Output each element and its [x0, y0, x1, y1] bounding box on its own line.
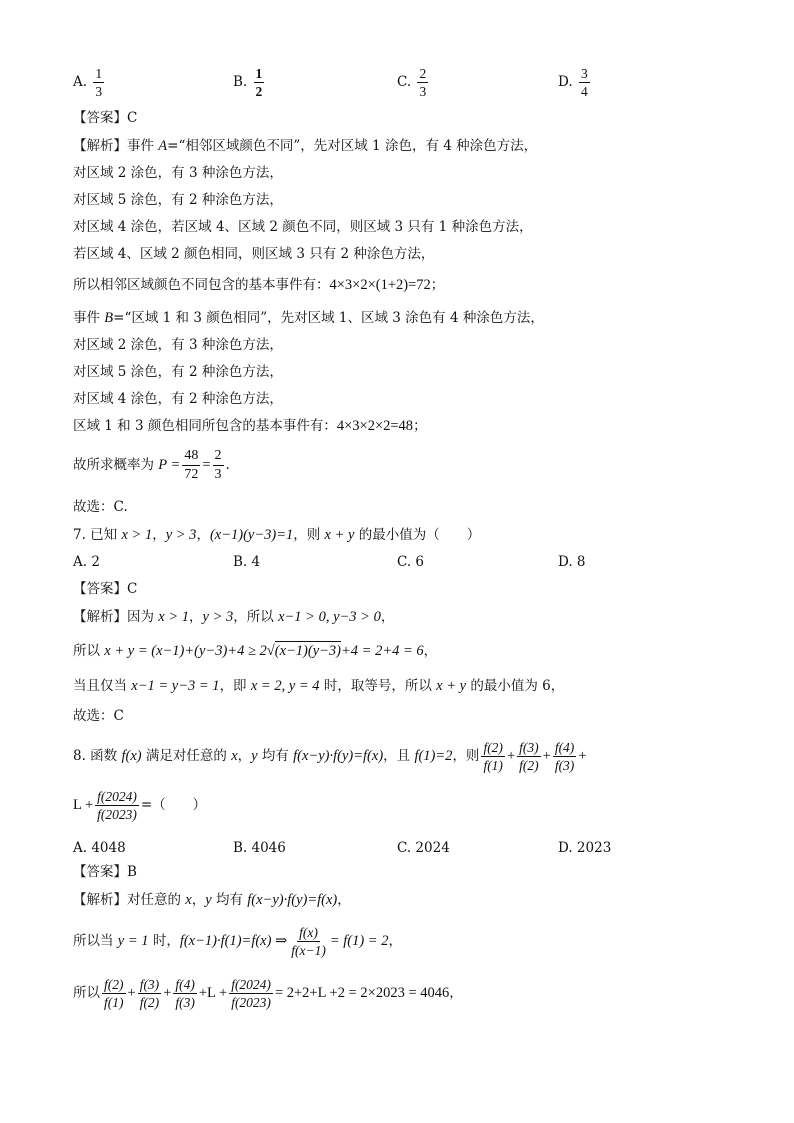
- q6-solution-line-1: 【解析】事件 A=“相邻区域颜色不同”，先对区域 1 涂色，有 4 种涂色方法，: [73, 138, 538, 154]
- q8-question-line-1: 8. 函数 f(x) 满足对任意的 x，y 均有 f(x−y)·f(y)=f(x)，且 f(1)=2，则 $\frac{f(2)}{f(1)}$ + $\frac{f(3)}{f(2)}$ + $\frac{f(4)}{f(3)}$ +: [73, 740, 587, 773]
- option-fraction: $\frac{1}{3}$: [95, 66, 103, 99]
- fraction: $\frac{f(3)}{f(2)}$: [139, 977, 160, 1010]
- q6-solution-line-6: 所以相邻区域颜色不同包含的基本事件有：4×3×2×(1+2)=72；: [73, 277, 445, 293]
- q6-option-b: [233, 66, 266, 99]
- q6-solution-line-2: 对区域 2 涂色，有 3 种涂色方法，: [73, 165, 283, 181]
- q6-solution-line-10: 对区域 4 涂色，有 2 种涂色方法，: [73, 391, 283, 407]
- q7-answer: 【答案】C: [73, 581, 138, 597]
- q6-option-a: [73, 66, 106, 99]
- fraction: $\frac{f(2)}{f(1)}$: [483, 740, 503, 773]
- q7-solution-line-3: 当且仅当 x−1 = y−3 = 1，即 x = 2, y = 4 时，取等号，所以 x + y 的最小值为 6，: [73, 678, 565, 694]
- q8-option-a: A. 4048: [73, 840, 126, 856]
- q6-solution-line-9: 对区域 5 涂色，有 2 种涂色方法，: [73, 364, 283, 380]
- q7-solution-line-1: 【解析】因为 x > 1，y > 3，所以 x−1 > 0, y−3 > 0，: [73, 609, 395, 625]
- option-fraction: $\frac{1}{2}$: [255, 66, 263, 99]
- q7-option-d: D. 8: [558, 554, 586, 570]
- q8-question-line-2: L + $\frac{f(2024)}{f(2023)}$ =（ ）: [73, 789, 207, 822]
- option-letter: D.: [558, 74, 573, 90]
- q7-choice: 故选：C: [73, 708, 124, 724]
- q6-solution-line-5: 若区域 4、区域 2 颜色相同，则区域 3 只有 2 种涂色方法，: [73, 246, 435, 262]
- q6-solution-line-11: 区域 1 和 3 颜色相同所包含的基本事件有：4×3×2×2=48；: [73, 418, 427, 434]
- q6-answer: 【答案】C: [73, 110, 138, 126]
- fraction: $\frac{f(4)}{f(3)}$: [554, 740, 575, 773]
- fraction: $\frac{f(4)}{f(3)}$: [175, 977, 195, 1010]
- q8-option-c: C. 2024: [397, 840, 450, 856]
- fraction: $\frac{f(2024)}{f(2023)}$: [231, 977, 271, 1010]
- q7-option-a: A. 2: [73, 554, 100, 570]
- q8-solution-line-3: 所以 $\frac{f(2)}{f(1)}$ + $\frac{f(3)}{f(2)}$ + $\frac{f(4)}{f(3)}$ +L + $\frac{f(2024)}{f(2023)}$ = 2+2+L +2 = 2×2023 = 4046，: [73, 977, 463, 1010]
- fraction: $\frac{f(2024)}{f(2023)}$: [97, 789, 137, 822]
- fraction: $\frac{f(2)}{f(1)}$: [104, 977, 124, 1010]
- fraction: $\frac{2}{3}$: [214, 448, 222, 482]
- q7-solution-line-2: 所以 x + y = (x−1)+(y−3)+4 ≥ 2√(x−1)(y−3)+4 = 2+4 = 6，: [73, 643, 438, 659]
- q6-option-d: [558, 66, 592, 99]
- q6-solution-line-7: 事件 B=“区域 1 和 3 颜色相同”，先对区域 1、区域 3 涂色有 4 种涂色方法，: [73, 310, 544, 326]
- fraction: $\frac{48}{72}$: [184, 448, 199, 482]
- fraction: $\frac{f(x)}{f(x-1)}$: [291, 925, 326, 958]
- q6-probability-line: 故所求概率为 P = $\frac{48}{72}$ = $\frac{2}{3}$ .: [73, 448, 230, 482]
- q8-option-b: B. 4046: [233, 840, 286, 856]
- q6-solution-line-3: 对区域 5 涂色，有 2 种涂色方法，: [73, 192, 283, 208]
- sqrt-symbol: √: [266, 643, 275, 659]
- q8-solution-line-1: 【解析】对任意的 x，y 均有 f(x−y)·f(y)=f(x)，: [73, 892, 351, 908]
- option-letter: C.: [397, 74, 412, 90]
- q6-solution-line-8: 对区域 2 涂色，有 3 种涂色方法，: [73, 337, 283, 353]
- fraction: $\frac{f(3)}{f(2)}$: [519, 740, 539, 773]
- option-letter: A.: [73, 74, 88, 90]
- q7-question: 7. 已知 x > 1，y > 3，(x−1)(y−3)=1，则 x + y 的最小值为（ ）: [73, 527, 481, 543]
- q7-option-b: B. 4: [233, 554, 261, 570]
- q7-option-c: C. 6: [397, 554, 425, 570]
- q6-solution-line-4: 对区域 4 涂色，若区域 4、区域 2 颜色不同，则区域 3 只有 1 种涂色方法，: [73, 219, 533, 235]
- option-fraction: $\frac{2}{3}$: [419, 66, 427, 99]
- radicand: (x−1)(y−3): [274, 643, 342, 659]
- q6-choice: 故选：C.: [73, 499, 128, 515]
- option-letter: B.: [233, 74, 248, 90]
- q6-option-c: [397, 66, 430, 99]
- q8-solution-line-2: 所以当 y = 1 时，f(x−1)·f(1)=f(x) ⇒ $\frac{f(x)}{f(x-1)}$ = f(1) = 2，: [73, 925, 402, 958]
- q8-answer: 【答案】B: [73, 864, 137, 880]
- q8-option-d: D. 2023: [558, 840, 612, 856]
- option-fraction: $\frac{3}{4}$: [580, 66, 588, 99]
